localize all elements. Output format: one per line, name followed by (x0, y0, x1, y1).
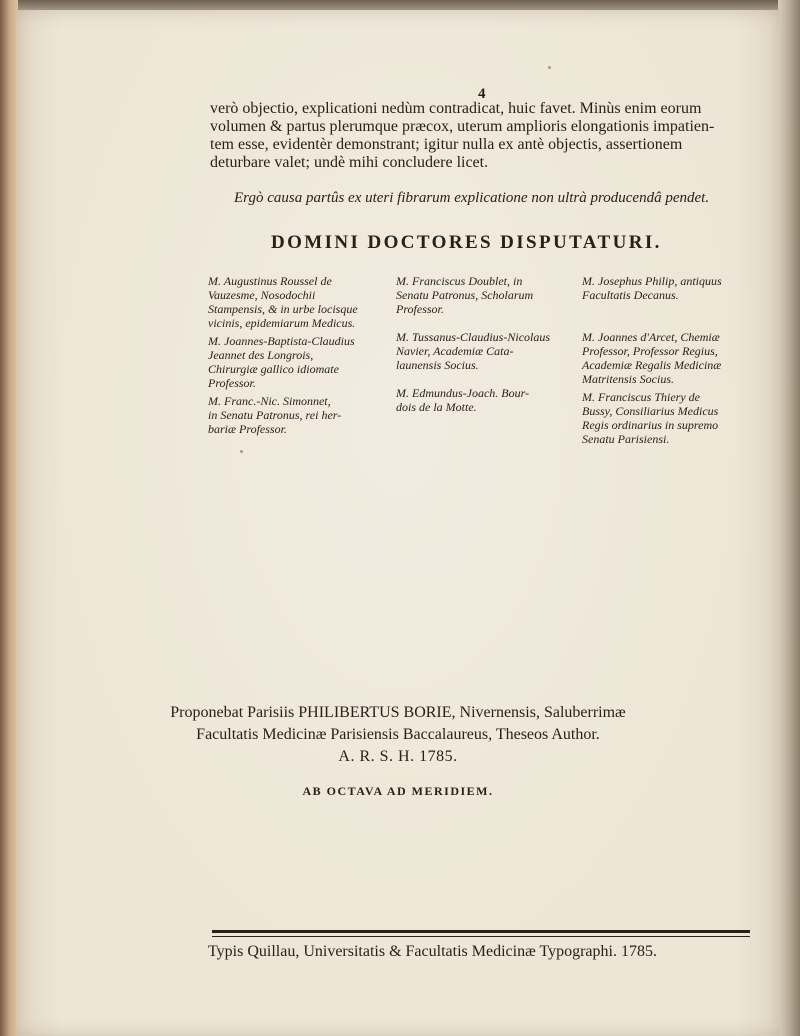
imprint-faculty-line: Facultatis Medicinæ Parisiensis Baccalaureus, Theseos Author. (196, 726, 600, 743)
doctor-line: Senatu Patronus, Scholarum (396, 288, 534, 302)
doctor-line: in Senatu Patronus, rei her- (208, 408, 342, 422)
doctor-line: dois de la Motte. (396, 400, 477, 414)
doctor-entry (208, 274, 390, 330)
doctor-line: Professor. (208, 376, 256, 390)
page-edge-right (778, 0, 800, 1036)
doctor-entry (396, 274, 578, 316)
doctors-column-3 (582, 274, 764, 450)
footer-rule-thick (212, 930, 750, 933)
doctors-column-2 (396, 274, 578, 418)
doctor-line: Jeannet des Longrois, (208, 348, 314, 362)
doctor-line: M. Josephus Philip, antiquus (582, 274, 722, 288)
doctor-line: M. Joannes d'Arcet, Chemiæ (582, 330, 720, 344)
doctor-entry (396, 330, 578, 372)
paragraph-line: volumen & partus plerumque præcox, uterum amplioris elongationis impatien- (210, 118, 715, 135)
doctor-line: Academiæ Regalis Medicinæ (582, 358, 722, 372)
footer-rule-thin (212, 936, 750, 937)
doctor-line: M. Franciscus Thiery de (582, 390, 700, 404)
doctor-line: Stampensis, & in urbe locisque (208, 302, 358, 316)
conclusion-line: Ergò causa partûs ex uteri fibrarum explicatione non ultrà producendâ pendet. (234, 190, 710, 206)
imprint-hours-line: AB OCTAVA AD MERIDIEM. (302, 784, 494, 798)
doctor-entry (396, 386, 578, 414)
body-paragraph (210, 100, 770, 172)
doctor-entry (208, 394, 390, 436)
doctor-line: launensis Socius. (396, 358, 479, 372)
doctor-line: Chirurgiæ gallico idiomate (208, 362, 339, 376)
doctor-line: Senatu Parisiensi. (582, 432, 670, 446)
paragraph-line: deturbare valet; undè mihi concludere licet. (210, 154, 489, 171)
doctor-line: M. Joannes-Baptista-Claudius (208, 334, 355, 348)
doctor-line: M. Tussanus-Claudius-Nicolaus (396, 330, 551, 344)
ink-speck (240, 450, 243, 453)
imprint-year-line: A. R. S. H. 1785. (338, 748, 458, 765)
page-number: 4 (478, 86, 486, 102)
doctor-entry (582, 390, 764, 446)
ink-speck (548, 66, 551, 69)
doctor-line: Facultatis Decanus. (582, 288, 679, 302)
section-heading: DOMINI DOCTORES DISPUTATURI. (271, 232, 662, 253)
imprint-author-line: Proponebat Parisiis PHILIBERTUS BORIE, Nivernensis, Saluberrimæ (170, 704, 626, 721)
paragraph-line: tem esse, evidentèr demonstrant; igitur nulla ex antè objectis, assertionem (210, 136, 683, 153)
doctor-line: M. Franciscus Doublet, in (396, 274, 523, 288)
paragraph-line: verò objectio, explicationi nedùm contradicat, huic favet. Minùs enim eorum (210, 100, 702, 117)
doctor-line: Navier, Academiæ Cata- (396, 344, 514, 358)
doctor-line: M. Franc.-Nic. Simonnet, (208, 394, 331, 408)
doctor-line: vicinis, epidemiarum Medicus. (208, 316, 356, 330)
doctor-entry (208, 334, 390, 390)
doctor-line: M. Edmundus-Joach. Bour- (396, 386, 530, 400)
doctors-column-1 (208, 274, 390, 440)
doctor-line: Bussy, Consiliarius Medicus (582, 404, 719, 418)
doctor-line: Vauzesme, Nosodochii (208, 288, 316, 302)
doctor-line: Matritensis Socius. (582, 372, 674, 386)
doctor-line: Professor. (396, 302, 444, 316)
doctor-line: Regis ordinarius in supremo (582, 418, 719, 432)
doctor-entry (582, 330, 764, 386)
paper-sheet (16, 10, 780, 1036)
doctor-line: Professor, Professor Regius, (582, 344, 718, 358)
doctor-entry (582, 274, 764, 302)
doctor-line: bariæ Professor. (208, 422, 287, 436)
doctor-line: M. Augustinus Roussel de (208, 274, 332, 288)
printer-credit: Typis Quillau, Universitatis & Facultatis Medicinæ Typographi. 1785. (208, 943, 657, 960)
